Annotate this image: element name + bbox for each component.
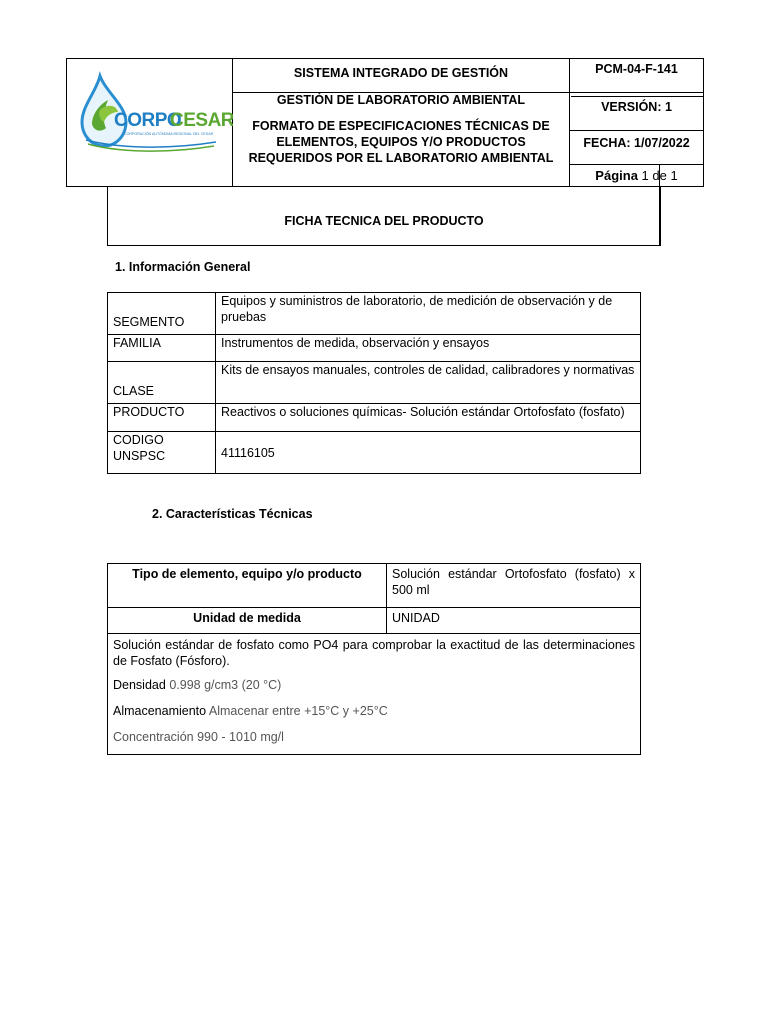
system-title: SISTEMA INTEGRADO DE GESTIÓN	[293, 66, 509, 80]
row-value: Instrumentos de medida, observación y ensayos	[216, 335, 641, 362]
table-row	[108, 404, 641, 432]
description-text: Solución estándar de fosfato como PO4 para comprobar la exactitud de las determinaciones de Fosfato (Fósforo).	[113, 638, 635, 668]
section-heading-technical: 2. Características Técnicas	[152, 507, 313, 521]
row-label: FAMILIA	[108, 335, 216, 362]
corpocesar-logo	[66, 58, 233, 187]
table-row	[108, 634, 641, 755]
document-date: FECHA: 1/07/2022	[583, 136, 690, 150]
header-divider	[571, 96, 704, 97]
document-code: PCM-04-F-141	[595, 62, 678, 76]
table-row	[108, 608, 641, 634]
ficha-title: FICHA TECNICA DEL PRODUCTO	[284, 214, 484, 228]
almacenamiento-label: Almacenamiento	[113, 704, 207, 718]
header-divider	[569, 130, 704, 131]
description-cell	[108, 634, 641, 755]
logo-cell	[66, 58, 233, 187]
table-row	[108, 293, 641, 335]
table-row	[108, 362, 641, 404]
page-number	[569, 168, 704, 183]
row-value: 41116105	[216, 432, 641, 474]
table-row	[108, 335, 641, 362]
area-title: GESTIÓN DE LABORATORIO AMBIENTAL	[276, 93, 526, 107]
row-value: Kits de ensayos manuales, controles de calidad, calibradores y normativas	[216, 362, 641, 404]
document-version: VERSIÓN: 1	[601, 100, 672, 114]
densidad-label: Densidad	[113, 678, 166, 692]
row-value: Equipos y suministros de laboratorio, de medición de observación y de pruebas	[216, 293, 641, 335]
row-label: PRODUCTO	[108, 404, 216, 432]
tipo-value: Solución estándar Ortofosfato (fosfato) x 500 ml	[387, 564, 641, 608]
densidad-value: 0.998 g/cm3 (20 °C)	[169, 678, 282, 692]
technical-table	[107, 563, 641, 755]
general-info-table	[107, 292, 641, 474]
page-label: Página	[595, 168, 638, 183]
table-row	[108, 564, 641, 608]
logo-subtitle: CORPORACIÓN AUTÓNOMA REGIONAL DEL CESAR	[124, 132, 214, 136]
unidad-value: UNIDAD	[387, 608, 641, 634]
format-title: FORMATO DE ESPECIFICACIONES TÉCNICAS DE ELEMENTOS, EQUIPOS Y/O PRODUCTOS REQUERIDOS POR EL LABORATORIO AMBIENTAL	[248, 119, 554, 165]
densidad-line	[113, 677, 635, 693]
row-label: CLASE	[108, 362, 216, 404]
almacenamiento-value: Almacenar entre +15°C y +25°C	[208, 704, 388, 718]
section-heading-general: 1. Información General	[115, 260, 251, 274]
logo-text-cesar: CESAR	[170, 110, 233, 131]
table-row	[108, 432, 641, 474]
almacenamiento-line	[113, 703, 635, 719]
page-count: 1 de 1	[641, 168, 678, 183]
header-divider	[659, 164, 660, 246]
logo-text-corpo: CORPO	[114, 110, 182, 131]
header-divider	[569, 92, 704, 93]
unidad-label: Unidad de medida	[108, 608, 387, 634]
row-value: Reactivos o soluciones químicas- Solución estándar Ortofosfato (fosfato)	[216, 404, 641, 432]
header-divider	[569, 164, 704, 165]
concentracion-line: Concentración 990 - 1010 mg/l	[113, 730, 284, 744]
row-label: CODIGO UNSPSC	[108, 432, 216, 474]
row-label: SEGMENTO	[108, 293, 216, 335]
tipo-label: Tipo de elemento, equipo y/o producto	[108, 564, 387, 608]
